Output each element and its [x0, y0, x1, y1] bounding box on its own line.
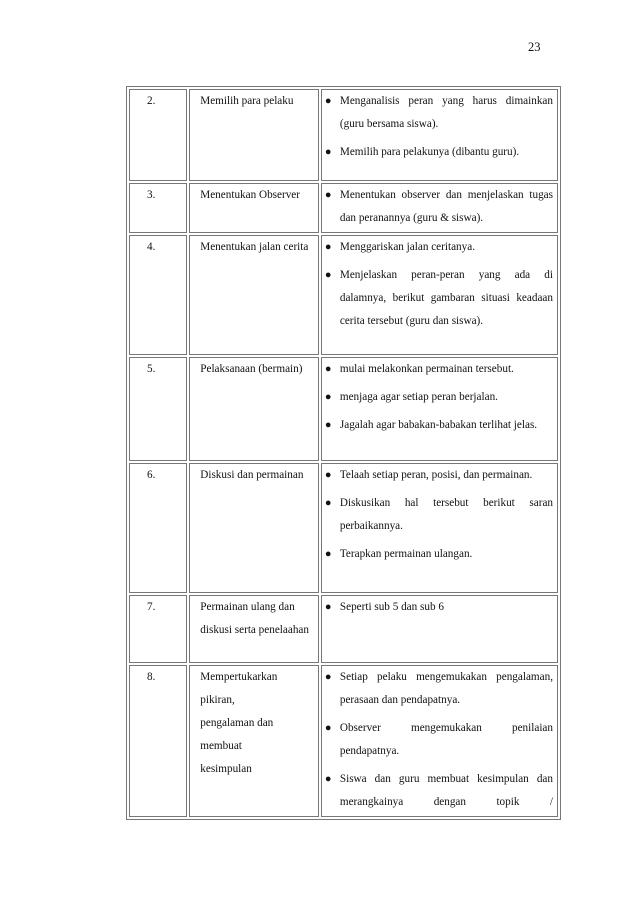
step-description: [321, 665, 558, 817]
list-item: ● Telaah setiap peran, posisi, dan permainan.: [322, 464, 553, 487]
bullet-icon: ●: [324, 419, 332, 431]
list-item: ● Memilih para pelakunya (dibantu guru).: [322, 141, 553, 164]
table-row: [129, 463, 558, 593]
row-number: 6.: [129, 463, 187, 593]
page-number: 23: [528, 40, 541, 54]
bullet-icon: ●: [324, 773, 332, 785]
list-item: ● Menggariskan jalan ceritanya.: [322, 236, 553, 259]
bullet-icon: ●: [324, 601, 332, 613]
step-name: Memilih para pelaku: [189, 89, 319, 181]
row-number: 2.: [129, 89, 187, 181]
list-item: ● Setiap pelaku mengemukakan pengalaman, perasaan dan pendapatnya.: [322, 666, 553, 712]
bullet-icon: ●: [324, 548, 332, 560]
table-row: [129, 89, 558, 181]
step-name: Mempertukarkan pikiran, pengalaman dan membuat kesimpulan: [189, 665, 319, 817]
steps-table: [126, 86, 561, 820]
bullet-icon: ●: [324, 146, 332, 158]
step-description: [321, 357, 558, 461]
list-item: ● Menentukan observer dan menjelaskan tugas dan peranannya (guru & siswa).: [322, 184, 553, 230]
step-name: Menentukan jalan cerita: [189, 235, 319, 355]
bullet-icon: ●: [324, 241, 332, 253]
table-row: [129, 235, 558, 355]
row-number: 4.: [129, 235, 187, 355]
step-description: [321, 89, 558, 181]
list-item: ● Observer mengemukakan penilaian pendapatnya.: [322, 717, 553, 763]
list-item: ● Jagalah agar babakan-babakan terlihat jelas.: [322, 414, 553, 437]
bullet-icon: ●: [324, 722, 332, 734]
step-description: [321, 183, 558, 233]
bullet-icon: ●: [324, 391, 332, 403]
step-description: [321, 595, 558, 663]
list-item: ● Menganalisis peran yang harus dimainkan (guru bersama siswa).: [322, 90, 553, 136]
list-item: ● Seperti sub 5 dan sub 6: [322, 596, 553, 619]
row-number: 5.: [129, 357, 187, 461]
step-name: Diskusi dan permainan: [189, 463, 319, 593]
list-item: ● Diskusikan hal tersebut berikut saran perbaikannya.: [322, 492, 553, 538]
list-item: ● Terapkan permainan ulangan.: [322, 543, 553, 566]
bullet-icon: ●: [324, 469, 332, 481]
row-number: 7.: [129, 595, 187, 663]
step-description: [321, 235, 558, 355]
step-name: Menentukan Observer: [189, 183, 319, 233]
bullet-icon: ●: [324, 95, 332, 107]
step-name: Pelaksanaan (bermain): [189, 357, 319, 461]
step-description: [321, 463, 558, 593]
bullet-icon: ●: [324, 269, 332, 281]
row-number: 8.: [129, 665, 187, 817]
bullet-icon: ●: [324, 363, 332, 375]
bullet-icon: ●: [324, 671, 332, 683]
list-item: ● Siswa dan guru membuat kesimpulan dan merangkainya dengan topik /: [322, 768, 553, 814]
table-row: [129, 357, 558, 461]
row-number: 3.: [129, 183, 187, 233]
step-name: Permainan ulang dan diskusi serta penelaahan: [189, 595, 319, 663]
bullet-icon: ●: [324, 189, 332, 201]
list-item: ● Menjelaskan peran-peran yang ada di dalamnya, berikut gambaran situasi keadaan cerita tersebut (guru dan siswa).: [322, 264, 553, 333]
table-row: [129, 665, 558, 817]
table-row: [129, 183, 558, 233]
list-item: ● mulai melakonkan permainan tersebut.: [322, 358, 553, 381]
table-row: [129, 595, 558, 663]
bullet-icon: ●: [324, 497, 332, 509]
list-item: ● menjaga agar setiap peran berjalan.: [322, 386, 553, 409]
